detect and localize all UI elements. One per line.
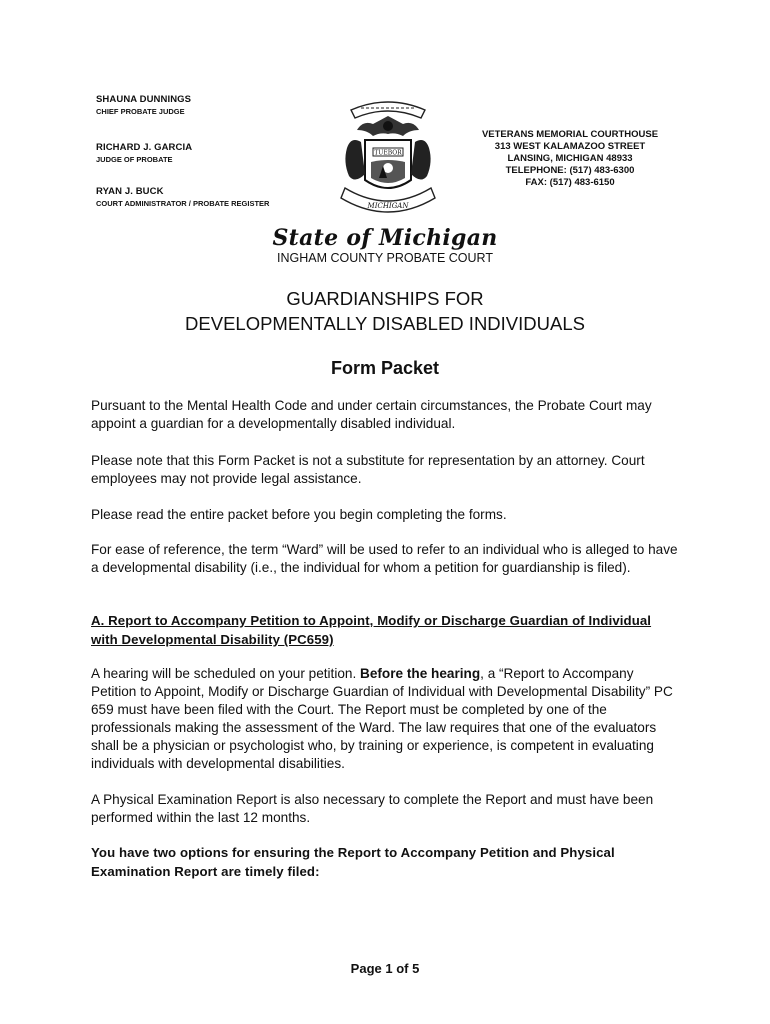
- address-line: VETERANS MEMORIAL COURTHOUSE: [481, 129, 659, 140]
- official-entry: [96, 186, 336, 208]
- official-title: JUDGE OF PROBATE: [96, 155, 173, 164]
- definition-paragraph: For ease of reference, the term “Ward” will be used to refer to an individual who is alleged to have a developmental disability (i.e., the individual for whom a petition for guardianship is filed).: [91, 542, 678, 575]
- official-name: RICHARD J. GARCIA: [96, 142, 193, 153]
- official-entry: [96, 94, 336, 116]
- court-name: INGHAM COUNTY PROBATE COURT: [277, 251, 493, 265]
- section-a-heading: A. Report to Accompany Petition to Appoint, Modify or Discharge Guardian of Individual with Developmental Disability (PC659): [91, 613, 652, 647]
- state-title: State of Michigan: [272, 225, 498, 251]
- state-seal: [333, 96, 443, 218]
- address-line: 313 WEST KALAMAZOO STREET: [494, 141, 646, 152]
- seal-motto-text: TUEBOR: [374, 149, 402, 157]
- address-line: FAX: (517) 483-6150: [525, 177, 615, 188]
- court-address: [470, 129, 670, 189]
- official-name: RYAN J. BUCK: [96, 186, 164, 197]
- document-title: [0, 286, 770, 336]
- address-line: LANSING, MICHIGAN 48933: [507, 153, 633, 164]
- section-a-text: , a “Report to Accompany Petition to Appoint, Modify or Discharge Guardian of Individual with Developmental Disability” PC 659 must have been filed with the Court. The Report must be completed by one of the professionals making the assessment of the Ward. The law requires that one of the evaluators shall be a physician or psychologist who, by training or experience, is competent in evaluating individuals with developmental disabilities.: [91, 666, 673, 771]
- notice-paragraph: Please note that this Form Packet is not a substitute for representation by an attorney. Court employees may not provide legal assistance.: [91, 453, 645, 486]
- seal-banner-text: MICHIGAN: [367, 202, 409, 210]
- officials-list: [96, 94, 336, 208]
- document-title-line: GUARDIANSHIPS FOR: [286, 288, 484, 309]
- document-title-line: DEVELOPMENTALLY DISABLED INDIVIDUALS: [185, 313, 585, 334]
- section-a-text: A hearing will be scheduled on your petition.: [91, 666, 361, 681]
- intro-paragraph: Pursuant to the Mental Health Code and under certain circumstances, the Probate Court may appoint a guardian for a developmentally disabled individual.: [91, 398, 652, 431]
- official-name: SHAUNA DUNNINGS: [96, 94, 192, 105]
- page-number: Page 1 of 5: [350, 961, 420, 976]
- official-title: COURT ADMINISTRATOR / PROBATE REGISTER: [96, 199, 270, 208]
- instruction-paragraph: Please read the entire packet before you begin completing the forms.: [91, 507, 507, 522]
- seal-icon: [333, 96, 443, 218]
- official-entry: [96, 142, 336, 164]
- physical-exam-paragraph: A Physical Examination Report is also necessary to complete the Report and must have been performed within the last 12 months.: [91, 792, 654, 825]
- options-paragraph: You have two options for ensuring the Report to Accompany Petition and Physical Examination Report are timely filed:: [91, 845, 615, 879]
- address-line: TELEPHONE: (517) 483-6300: [505, 165, 635, 176]
- official-title: CHIEF PROBATE JUDGE: [96, 107, 185, 116]
- section-a-paragraph: [91, 665, 681, 773]
- document-subtitle: Form Packet: [330, 358, 440, 378]
- section-a-emphasis: Before the hearing: [360, 666, 481, 681]
